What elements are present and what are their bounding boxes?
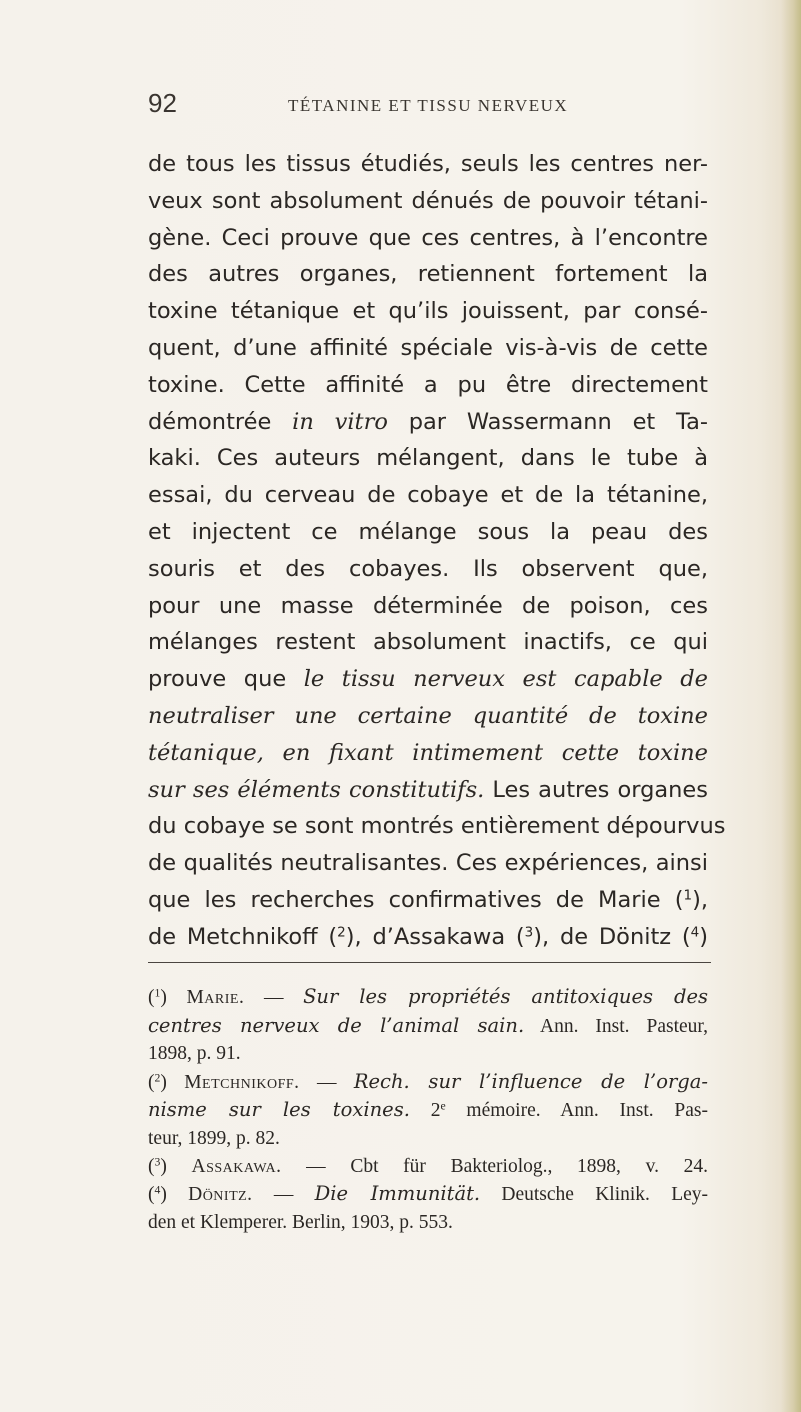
text-line: toxine. Cette affinité a pu être directement bbox=[148, 371, 708, 398]
footnote-1: ($^1$) Marie. — Sur les propriétés antitoxiques des bbox=[148, 985, 709, 1008]
footnote-1-cont: 1898, p. 91. bbox=[148, 1043, 241, 1065]
text-run: ), bbox=[692, 886, 708, 913]
footnote-3: ($^3$) Assakawa. — Cbt für Bakteriolog., 1898, v. 24. bbox=[148, 1155, 708, 1177]
text-line: gène. Ceci prouve que ces centres, à l’encontre bbox=[148, 224, 708, 251]
footnote-ref: 3 bbox=[524, 924, 534, 941]
footnote-ref: 2 bbox=[337, 924, 346, 941]
text-line: du cobaye se sont montrés entièrement dépourvus bbox=[148, 813, 726, 840]
footnote-1-cont bbox=[148, 1012, 708, 1041]
text-line: quent, d’une affinité spéciale vis-à-vis de cette bbox=[148, 334, 708, 361]
text-line bbox=[148, 698, 708, 735]
main-paragraph bbox=[148, 146, 726, 956]
page-number: 92 bbox=[148, 88, 177, 118]
text-run: — bbox=[244, 987, 304, 1008]
text-line bbox=[148, 661, 708, 698]
text-run: ), d’Assakawa ( bbox=[345, 923, 525, 950]
text-run: prouve que bbox=[148, 666, 304, 693]
page-header bbox=[148, 88, 708, 128]
text-run: Les autres organes bbox=[484, 776, 708, 803]
text-run: mémoire. Ann. Inst. Pas- bbox=[445, 1100, 709, 1122]
text-line bbox=[148, 735, 708, 772]
text-line: pour une masse déterminée de poison, ces bbox=[148, 592, 708, 619]
text-line: kaki. Ces auteurs mélangent, dans le tube à bbox=[148, 445, 708, 472]
text-run: Ann. Inst. Pasteur, bbox=[524, 1015, 708, 1037]
italic-phrase: sur ses éléments constitutifs. bbox=[148, 776, 485, 803]
footnote-ref: 4 bbox=[690, 924, 700, 941]
footnote-4: ($^4$) Dönitz. — Die Immunität. Deutsche Klinik. Ley- bbox=[148, 1182, 709, 1206]
italic-phrase: tétanique, en fixant intimement cette toxine bbox=[148, 739, 708, 766]
italic-phrase: in vitro bbox=[292, 408, 388, 435]
footnote-title: nisme sur les toxines. bbox=[148, 1098, 410, 1122]
text-run: — Cbt für Bakteriolog., 1898, v. 24. bbox=[281, 1155, 708, 1177]
footnote-ref: 1 bbox=[683, 887, 693, 904]
footnote-2-cont: teur, 1899, p. 82. bbox=[148, 1127, 280, 1149]
footnote-divider bbox=[148, 962, 711, 963]
text-line: souris et des cobayes. Ils observent que, bbox=[148, 555, 708, 582]
footnote-author: Metchnikoff. bbox=[184, 1071, 300, 1093]
text-run: ) bbox=[699, 923, 709, 950]
text-line: de tous les tissus étudiés, seuls les centres ner- bbox=[148, 151, 708, 177]
text-line: toxine tétanique et qu’ils jouissent, par consé- bbox=[148, 298, 708, 325]
text-line: et injectent ce mélange sous la peau des bbox=[148, 518, 708, 545]
text-line: de qualités neutralisantes. Ces expériences, ainsi bbox=[148, 850, 708, 877]
text-line: essai, du cerveau de cobaye et de la tétanine, bbox=[148, 482, 708, 509]
text-line: mélanges restent absolument inactifs, ce qui bbox=[148, 629, 708, 656]
footnote-author: Marie. bbox=[186, 987, 245, 1008]
running-title: TÉTANINE ET TISSU NERVEUX bbox=[288, 96, 569, 115]
footnote-2-cont bbox=[148, 1096, 708, 1125]
footnote-title: Rech. sur l’influence de l’orga- bbox=[353, 1069, 709, 1093]
footnotes bbox=[148, 983, 708, 1236]
ordinal-suffix: e bbox=[440, 1099, 446, 1113]
text-run: 2 bbox=[409, 1100, 441, 1122]
footnote-number: 4 bbox=[154, 1183, 161, 1197]
text-run: que les recherches confirmatives de Marie ( bbox=[148, 886, 684, 913]
text-line bbox=[148, 772, 708, 809]
text-run: de Metchnikoff ( bbox=[148, 923, 338, 950]
footnote-title: Die Immunität. bbox=[314, 1182, 481, 1206]
text-run: — bbox=[299, 1071, 354, 1093]
footnote-2: ($^2$) Metchnikoff. — Rech. sur l’influence de l’orga- bbox=[148, 1069, 709, 1093]
footnote-author: Assakawa. bbox=[191, 1155, 282, 1177]
footnote-number: 1 bbox=[154, 986, 161, 1000]
text-line bbox=[148, 882, 708, 919]
page-edge-discoloration bbox=[781, 0, 801, 1412]
italic-phrase: le tissu nerveux est capable de bbox=[303, 666, 708, 693]
text-run: — bbox=[252, 1184, 315, 1206]
text-run: ), de Dönitz ( bbox=[533, 923, 691, 950]
text-line: des autres organes, retiennent fortement la bbox=[148, 261, 708, 288]
footnote-number: 2 bbox=[154, 1071, 161, 1085]
text-run: démontrée bbox=[148, 408, 293, 435]
footnote-number: 3 bbox=[154, 1155, 161, 1169]
italic-phrase: neutraliser une certaine quantité de toxine bbox=[148, 702, 708, 729]
footnote-4-cont: den et Klemperer. Berlin, 1903, p. 553. bbox=[148, 1211, 453, 1233]
text-run: par Wassermann et Ta- bbox=[387, 408, 708, 435]
footnote-author: Dönitz. bbox=[188, 1184, 253, 1206]
text-line bbox=[148, 919, 708, 956]
footnote-title: centres nerveux de l’animal sain. bbox=[148, 1013, 525, 1037]
footnote-title: Sur les propriétés antitoxiques des bbox=[303, 985, 709, 1008]
text-run: Deutsche Klinik. Ley- bbox=[480, 1184, 709, 1206]
text-line bbox=[148, 404, 708, 441]
text-line: veux sont absolument dénués de pouvoir tétani- bbox=[148, 187, 708, 214]
